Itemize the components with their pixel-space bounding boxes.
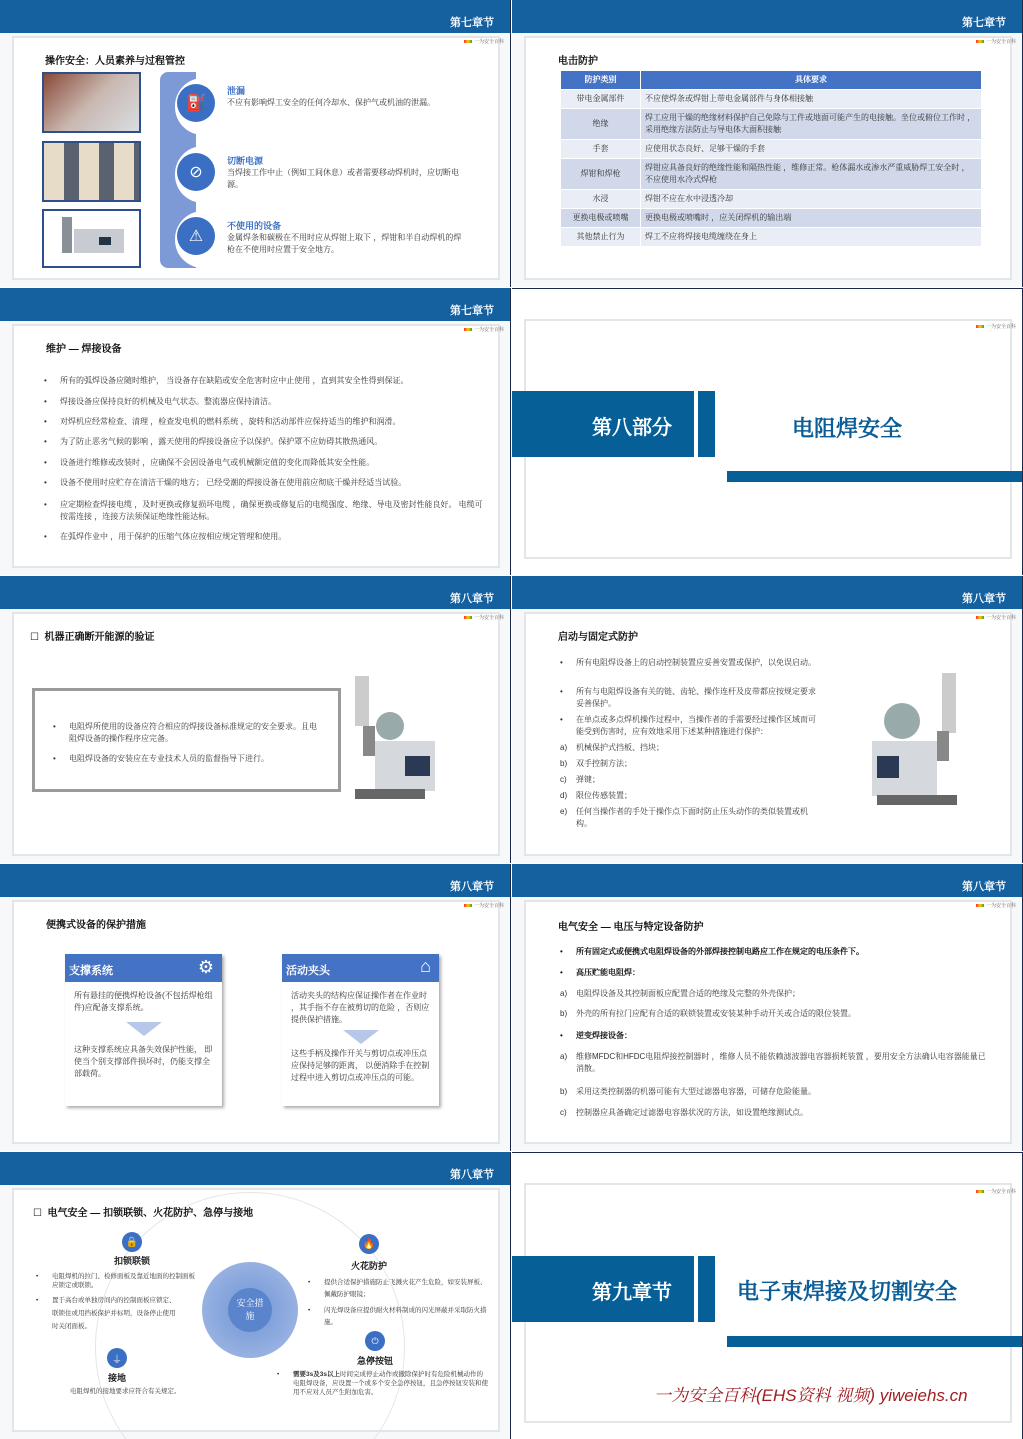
part-title: 电子束焊接及切割安全 <box>737 1279 958 1304</box>
bullet-item: • 设备进行维修或改装时 ，应确保不会因设备电气或机械额定值的变化而降低其安全性能。 <box>44 457 484 469</box>
bullet-item: • 所有固定式或便携式电阻焊设备的外部焊接控制电路应工作在规定的电压条件下。 <box>560 947 864 956</box>
bullet-item: • 需要3s及3s以上时间完成停止动作或撤除保护时有危险机械动作的电阻焊设备，应设置一个或多个安全急停按钮，且急停按钮安装和使用不应对人员产生附加危害。 <box>277 1370 489 1397</box>
column-header: 防护类别 <box>561 71 641 90</box>
slide-header <box>512 0 1022 33</box>
spark-heading: 火花防护 <box>351 1261 388 1271</box>
content-box <box>32 688 341 792</box>
chapter-label: 第七章节 <box>450 305 494 317</box>
bullet-item: • 所有与电阻焊设备有关的链、齿轮、操作连杆及皮带都应按规定要求妥善保护。 <box>560 686 822 710</box>
logo: 一为安全百科 <box>976 1188 1016 1195</box>
table-row <box>561 209 982 228</box>
ground-heading: 接地 <box>108 1373 127 1383</box>
fire-icon: 🔥 <box>359 1234 379 1254</box>
switch-photo <box>42 141 141 202</box>
chapter-label: 第八章节 <box>962 593 1006 605</box>
category-cell: 更换电极或喷嘴 <box>561 209 641 228</box>
table-row <box>561 109 982 140</box>
requirement-cell: 焊工应用干燥的绝缘材料保护自己免除与工件或地面可能产生的电接触。坐位或俯位工作时 ，采用绝缘方法防止与导电体大面积接触 <box>641 109 982 140</box>
slide-title: ☐ 机器正确断开能源的验证 <box>30 632 155 643</box>
bullet-item: a) 维修MFDC和HFDC电阻焊接控制器时 ，维修人员不能依赖滤波器电容器损耗装置 ，要用安全方法确认电容器能量已消散。 <box>560 1052 986 1073</box>
logo: 一为安全百科 <box>976 38 1016 45</box>
machine-photo <box>42 209 141 268</box>
part-block-accent <box>698 391 715 457</box>
column-header: 具体要求 <box>641 71 982 90</box>
slide-header <box>0 576 510 609</box>
bullet-item: b) 外壳的所有拉门应配有合适的联锁装置或安装某种手动开关或合适的限位装置。 <box>560 1009 856 1018</box>
bullet-item: • 逆变焊接设备： <box>560 1031 632 1040</box>
card-support-system: 支撑系统 ⚙ 所有悬挂的便携焊枪设备(不包括焊枪组件)应配备支撑系统。 这种支撑系统应具备失效保护性能， 即使当个别支撑部件损坏时，仍能支撑全部载荷。 <box>65 954 222 1106</box>
emergency-stop-icon: ⏻ <box>365 1331 385 1351</box>
bullet-item: • 焊接设备应保持良好的机械及电气状态。整流器应保持清洁。 <box>44 396 484 408</box>
part-label: 第八部分 <box>592 417 672 439</box>
requirement-cell: 焊钳不应在水中浸透冷却 <box>641 190 982 209</box>
clamp-icon: ⌂ <box>420 956 431 976</box>
category-cell: 水浸 <box>561 190 641 209</box>
slide-title: 便携式设备的保护措施 <box>46 920 146 931</box>
bullet-item: • 高压贮能电阻焊： <box>560 968 640 977</box>
requirement-cell: 焊工不应将焊接电缆缠绕在身上 <box>641 228 982 247</box>
requirement-cell: 不应使焊条或焊钳上带电金属部件与身体相接触 <box>641 90 982 109</box>
welding-machine-image <box>857 671 967 811</box>
item-unused-equipment: 不使用的设备 金属焊条和碳极在不用时应从焊钳上取下 ，焊钳和半自动焊机的焊枪在不使用时应置于安全地方。 <box>227 221 462 254</box>
item-leak: 泄漏 不应有影响焊工安全的任何冷却水、保护气或机油的泄漏。 <box>227 86 435 107</box>
bullet-item: d) 限位传感装置； <box>560 791 632 800</box>
bullet-item: • 置于高台或单独房间内的控制面板应锁定、联锁住或用挡板保护并标明，设备停止使用时关闭面板。 <box>36 1294 176 1333</box>
bullet-item: • 应定期检查焊接电缆 ，及时更换或修复损坏电缆 ，确保更换或修复后的电缆强度、绝缘、导电及密封性能良好。 电缆可按需连接 ，连接方法须保证绝缘性能达标。 <box>44 499 484 523</box>
slide-header <box>0 1152 510 1185</box>
table-row <box>561 90 982 109</box>
category-cell: 手套 <box>561 140 641 159</box>
slide-header <box>0 0 510 33</box>
bullet-item: • 电阻焊设备的安装应在专业技术人员的监督指导下进行。 <box>53 753 323 765</box>
slide-title: 操作安全：人员素养与过程管控 <box>45 56 185 67</box>
slide-header <box>512 864 1022 897</box>
bullet-item: • 所有的弧焊设备应随时维护， 当设备存在缺陷或安全危害时应中止使用 ，直到其安全性得到保证。 <box>44 375 484 387</box>
card-movable-clamp: 活动夹头 ⌂ 活动夹头的结构应保证操作者在作业时 ，其手指不存在被剪切的危险 ，否则应提供保护措施。 这些手柄及操作开关与剪切点或冲压点应保持足够的距离， 以便消除手在控制过程中进入剪切点或冲压点的可能。 <box>282 954 439 1106</box>
slide-title: 电气安全 — 电压与特定设备防护 <box>558 922 704 933</box>
chapter-label: 第八章节 <box>450 593 494 605</box>
logo: 一为安全百科 <box>464 614 504 621</box>
slide-operation-safety <box>0 0 511 287</box>
logo: 一为安全百科 <box>976 614 1016 621</box>
welding-machine-image <box>345 671 445 811</box>
chapter-label: 第八章节 <box>962 881 1006 893</box>
chapter-label: 第八章节 <box>450 881 494 893</box>
slide-header <box>0 288 510 321</box>
slide-header <box>0 864 510 897</box>
pipe-leak-icon: ⛽ <box>177 84 215 122</box>
chapter-label: 第八章节 <box>450 1169 494 1181</box>
logo: 一为安全百科 <box>976 323 1016 330</box>
slide-portable-equipment <box>0 864 511 1151</box>
logo: 一为安全百科 <box>976 902 1016 909</box>
category-cell: 焊钳和焊枪 <box>561 159 641 190</box>
slide-energy-isolation <box>0 576 511 863</box>
gear-icon: ⚙ <box>197 957 214 977</box>
ground-text: 电阻焊机的接地要求应符合有关规定。 <box>70 1388 181 1395</box>
slide-chapter-nine <box>512 1152 1023 1439</box>
category-cell: 其他禁止行为 <box>561 228 641 247</box>
bullet-item: • 提供合适保护措施防止飞溅火花产生危险，如安装屏板、佩戴防护眼镜； <box>308 1277 488 1301</box>
bullet-item: • 设备不使用时应贮存在清洁干燥的地方； 已经受潮的焊接设备在使用前应彻底干燥并经适当试验。 <box>44 477 484 489</box>
arrow-down-icon <box>126 1022 162 1036</box>
part-label: 第九章节 <box>592 1282 672 1304</box>
table-row <box>561 140 982 159</box>
bullet-item: e) 任何当操作者的手处于操作点下面时防止压头动作的类似装置或机构。 <box>560 807 808 828</box>
slide-part-eight <box>512 288 1023 575</box>
bullet-item: c) 控制器应具备确定过滤器电容器状况的方法，如设置绝缘测试点。 <box>560 1108 808 1117</box>
category-cell: 带电金属部件 <box>561 90 641 109</box>
bullet-item: • 对焊机应经常检查、清理 ，检查发电机的燃料系统 ，旋转和活动部件应保持适当的维护和润滑。 <box>44 416 484 428</box>
slide-maintenance <box>0 288 511 575</box>
table-row <box>561 228 982 247</box>
logo: 一为安全百科 <box>464 902 504 909</box>
bullet-item: a) 机械保护式挡板、挡块； <box>560 743 664 752</box>
bullet-item: b) 双手控制方法； <box>560 759 632 768</box>
part-block-accent <box>698 1256 715 1322</box>
lock-heading: 扣锁联锁 <box>114 1256 151 1266</box>
bullet-item: c) 弹键； <box>560 775 600 784</box>
slide-interlock-spark-estop <box>0 1152 511 1439</box>
part-title: 电阻焊安全 <box>792 416 903 441</box>
bullet-item: • 所有电阻焊设备上的启动控制装置应妥善安置或保护，以免误启动。 <box>560 657 822 669</box>
title-underline <box>727 1336 1023 1347</box>
arrow-down-icon <box>343 1030 379 1044</box>
slide-title: 维护 — 焊接设备 <box>46 344 122 355</box>
slide-voltage-protection <box>512 864 1023 1151</box>
protection-table <box>560 70 982 247</box>
item-power-off: 切断电源 当焊接工作中止（例如工间休息）或者需要移动焊机时，应切断电源。 <box>227 156 459 189</box>
slide-header <box>512 576 1022 609</box>
slide-title: ☐ 电气安全 — 扣锁联锁、火花防护、急停与接地 <box>33 1208 254 1219</box>
title-underline <box>727 471 1023 482</box>
category-cell: 绝缘 <box>561 109 641 140</box>
logo: 一为安全百科 <box>464 326 504 333</box>
chapter-label: 第七章节 <box>450 17 494 29</box>
table-row <box>561 190 982 209</box>
estop-heading: 急停按钮 <box>357 1356 394 1366</box>
slide-start-guarding <box>512 576 1023 863</box>
requirement-cell: 焊钳应具备良好的绝缘性能和隔热性能 ，维修正常。枪体漏水或渗水严重威胁焊工安全时 ，不应使用水冷式焊枪 <box>641 159 982 190</box>
bullet-item: • 电阻焊所使用的设备应符合相应的焊接设备标准规定的安全要求。且电阻焊设备的操作程序应完备。 <box>53 721 323 745</box>
slide-title: 启动与固定式防护 <box>558 632 638 643</box>
warning-gear-icon: ⚠ <box>177 217 215 255</box>
requirement-cell: 应使用状态良好、足够干燥的手套 <box>641 140 982 159</box>
ground-icon: ⏚ <box>107 1348 127 1368</box>
plug-off-icon: ⊘ <box>177 153 215 191</box>
bullet-item: • 在单点或多点焊机操作过程中，当操作者的手需要经过操作区域而可能受到伤害时，应有效地采用下述某种措施进行保护： <box>560 714 822 738</box>
bullet-item: • 在弧焊作业中 ，用于保护的压缩气体应按相应规定管理和使用。 <box>44 531 484 543</box>
requirement-cell: 更换电极或喷嘴时 ，应关闭焊机的输出端 <box>641 209 982 228</box>
bullet-item: • 闪光焊设备应提供耐火材料制成的闪光屏蔽并采取防火措施。 <box>308 1305 488 1329</box>
bullet-item: • 电阻焊机的拉门、检修面板及靠近地面的控制面板应锁定或联锁。 <box>36 1272 196 1290</box>
bullet-item: a) 电阻焊设备及其控制面板应配置合适的绝缘及完整的外壳保护； <box>560 989 800 998</box>
bullet-item: • 为了防止恶劣气候的影响 ，露天使用的焊接设备应予以保护。保护罩不应妨碍其散热通风。 <box>44 436 484 448</box>
slide-title: 电击防护 <box>558 56 598 67</box>
bullet-item: b) 采用这类控制器的机器可能有大型过滤器电容器，可储存危险能量。 <box>560 1087 816 1096</box>
logo: 一为安全百科 <box>464 38 504 45</box>
center-label: 安全措施 <box>228 1288 272 1332</box>
leak-photo <box>42 72 141 133</box>
chapter-label: 第七章节 <box>962 17 1006 29</box>
watermark-text: 一为安全百科(EHS资料 视频) yiweiehs.cn <box>654 1386 968 1405</box>
lock-icon: 🔒 <box>122 1232 142 1252</box>
slide-electric-shock <box>512 0 1023 287</box>
table-row <box>561 159 982 190</box>
